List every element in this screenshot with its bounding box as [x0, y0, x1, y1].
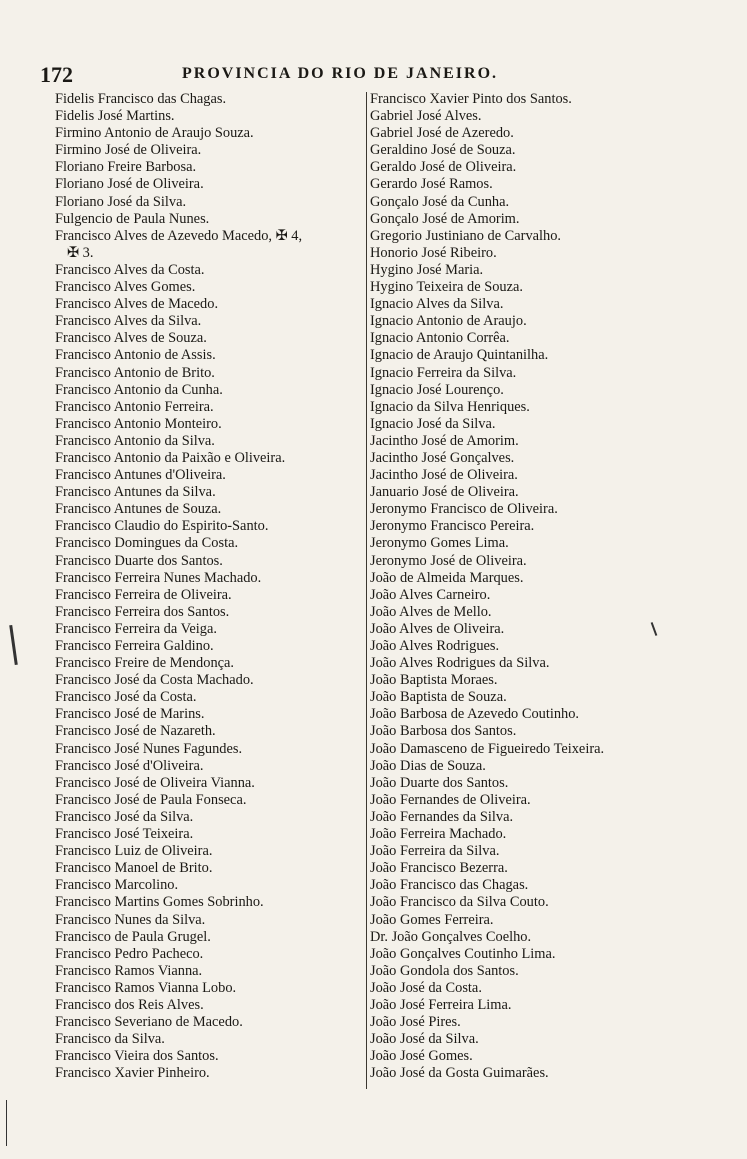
name-entry: Ignacio da Silva Henriques.: [370, 398, 530, 415]
name-entry: Francisco de Paula Grugel.: [55, 928, 211, 945]
name-entry: João José Gomes.: [370, 1048, 473, 1065]
name-entry: Francisco José de Nazareth.: [55, 723, 216, 740]
name-entry: João Francisco Bezerra.: [370, 860, 508, 877]
name-entry: João Gomes Ferreira.: [370, 911, 494, 928]
name-entry: Ignacio Antonio Corrêa.: [370, 330, 510, 347]
name-entry: Francisco Xavier Pinheiro.: [55, 1065, 210, 1082]
name-entry: João Francisco da Silva Couto.: [370, 894, 549, 911]
name-entry: Floriano José de Oliveira.: [55, 176, 204, 193]
name-entry: Francisco Xavier Pinto dos Santos.: [370, 91, 572, 107]
name-entry: João Alves de Mello.: [370, 603, 492, 620]
name-entry: Floriano José da Silva.: [55, 193, 187, 210]
name-entry: Francisco José de Oliveira Vianna.: [55, 774, 255, 791]
name-entry: Francisco José da Silva.: [55, 808, 194, 825]
name-entry: Francisco Domingues da Costa.: [55, 535, 239, 552]
name-entry: João Alves Carneiro.: [370, 586, 491, 603]
name-entry: Francisco Antonio de Assis.: [55, 347, 216, 364]
name-entry: João Barbosa de Azevedo Coutinho.: [370, 706, 580, 723]
column-divider: [366, 92, 367, 1089]
name-entry: Hygino José Maria.: [370, 261, 484, 278]
name-entry: Francisco José da Costa Machado.: [55, 672, 254, 689]
name-entry: João Barbosa dos Santos.: [370, 723, 517, 740]
name-entry: Francisco dos Reis Alves.: [55, 996, 204, 1013]
name-entry: Francisco José de Marins.: [55, 706, 205, 723]
name-entry: Gonçalo José de Amorim.: [370, 210, 520, 227]
name-entry: João Ferreira da Silva.: [370, 843, 500, 860]
name-entry: João José da Silva.: [370, 1031, 479, 1048]
name-entry: Francisco Freire de Mendonça.: [55, 655, 235, 672]
name-entry: Jacintho José de Oliveira.: [370, 467, 518, 484]
margin-ink-mark: [9, 625, 18, 665]
name-entry: Francisco Antonio Ferreira.: [55, 398, 214, 415]
name-entry: Francisco Martins Gomes Sobrinho.: [55, 894, 264, 911]
right-name-column: [370, 91, 670, 1082]
name-entry: Francisco Severiano de Macedo.: [55, 1014, 243, 1031]
name-entry: João Fernandes da Silva.: [370, 808, 514, 825]
name-entry: Francisco Alves de Souza.: [55, 330, 207, 347]
name-entry: Francisco Antunes de Souza.: [55, 501, 222, 518]
name-entry: Jacintho José Gonçalves.: [370, 449, 515, 466]
name-entry: Francisco Ferreira de Oliveira.: [55, 586, 232, 603]
left-name-column: [55, 91, 367, 1082]
name-entry: Francisco Ramos Vianna Lobo.: [55, 979, 237, 996]
name-entry: Francisco José Teixeira.: [55, 826, 194, 843]
name-entry: Fidelis Francisco das Chagas.: [55, 91, 227, 107]
name-entry: Francisco Ramos Vianna.: [55, 962, 203, 979]
name-entry: Gabriel José de Azeredo.: [370, 125, 514, 142]
name-entry: Francisco Nunes da Silva.: [55, 911, 206, 928]
name-entry: Francisco Alves da Silva.: [55, 313, 202, 330]
name-entry: Hygino Teixeira de Souza.: [370, 279, 523, 296]
name-entry: Jeronymo Gomes Lima.: [370, 535, 509, 552]
name-entry: ✠ 3.: [67, 244, 94, 261]
name-entry: João Gondola dos Santos.: [370, 962, 519, 979]
name-entry: Gabriel José Alves.: [370, 108, 482, 125]
name-entry: Francisco Alves Gomes.: [55, 279, 196, 296]
name-entry: João Baptista de Souza.: [370, 689, 507, 706]
name-entry: Ignacio de Araujo Quintanilha.: [370, 347, 549, 364]
name-entry: Francisco José da Costa.: [55, 689, 197, 706]
name-entry: Dr. João Gonçalves Coelho.: [370, 928, 532, 945]
name-entry: Francisco José Nunes Fagundes.: [55, 740, 243, 757]
name-entry: Jeronymo José de Oliveira.: [370, 552, 527, 569]
name-entry: Francisco Ferreira Galdino.: [55, 638, 214, 654]
name-entry: Francisco Alves de Macedo.: [55, 296, 219, 313]
name-entry: João Alves Rodrigues da Silva.: [370, 655, 550, 672]
name-entry: Jeronymo Francisco Pereira.: [370, 518, 535, 535]
name-entry: Francisco Pedro Pacheco.: [55, 945, 204, 962]
name-entry: Honorio José Ribeiro.: [370, 244, 497, 261]
name-entry: João José da Gosta Guimarães.: [370, 1065, 549, 1082]
name-entry: Gonçalo José da Cunha.: [370, 193, 510, 210]
name-entry: Francisco Marcolino.: [55, 877, 179, 894]
name-entry: João Alves de Oliveira.: [370, 620, 505, 637]
name-entry: Francisco da Silva.: [55, 1031, 165, 1048]
running-title: PROVINCIA DO RIO DE JANEIRO.: [182, 65, 499, 82]
name-entry: Francisco Ferreira Nunes Machado.: [55, 569, 262, 586]
name-entry: Francisco Alves da Costa.: [55, 261, 205, 278]
name-entry: Floriano Freire Barbosa.: [55, 159, 197, 176]
name-entry: Geraldo José de Oliveira.: [370, 159, 517, 176]
name-entry: João Alves Rodrigues.: [370, 638, 500, 654]
name-entry: Francisco Duarte dos Santos.: [55, 552, 223, 569]
name-entry: Ignacio Ferreira da Silva.: [370, 364, 517, 381]
name-entry: Francisco Ferreira dos Santos.: [55, 603, 230, 620]
name-entry: Francisco Antonio da Paixão e Oliveira.: [55, 449, 286, 466]
name-entry: Ignacio José Lourenço.: [370, 381, 504, 398]
name-entry: Francisco Antunes d'Oliveira.: [55, 467, 226, 484]
name-entry: Francisco José d'Oliveira.: [55, 757, 204, 774]
name-entry: João José Pires.: [370, 1014, 461, 1031]
name-entry: João José da Costa.: [370, 979, 482, 996]
name-entry: Jacintho José de Amorim.: [370, 432, 519, 449]
name-entry: Francisco Vieira dos Santos.: [55, 1048, 219, 1065]
name-entry: Ignacio Antonio de Araujo.: [370, 313, 527, 330]
name-entry: João de Almeida Marques.: [370, 569, 524, 586]
name-entry: Francisco Alves de Azevedo Macedo, ✠ 4,: [55, 227, 303, 244]
name-entry: João Fernandes de Oliveira.: [370, 791, 531, 808]
name-entry: João Dias de Souza.: [370, 757, 486, 774]
name-entry: Januario José de Oliveira.: [370, 484, 519, 501]
name-entry: João Francisco das Chagas.: [370, 877, 529, 894]
name-entry: Firmino Antonio de Araujo Souza.: [55, 125, 254, 142]
name-entry: Francisco Antonio de Brito.: [55, 364, 215, 381]
page-header: [40, 62, 560, 86]
name-entry: Fulgencio de Paula Nunes.: [55, 210, 210, 227]
name-entry: Francisco Antonio Monteiro.: [55, 415, 222, 432]
name-entry: Francisco Manoel de Brito.: [55, 860, 213, 877]
name-entry: João Ferreira Machado.: [370, 826, 507, 843]
name-entry: João Damasceno de Figueiredo Teixeira.: [370, 740, 605, 757]
name-entry: João Baptista Moraes.: [370, 672, 498, 689]
name-entry: Gerardo José Ramos.: [370, 176, 493, 193]
name-entry: Gregorio Justiniano de Carvalho.: [370, 227, 562, 244]
name-entry: Francisco Claudio do Espirito-Santo.: [55, 518, 269, 535]
name-entry: Jeronymo Francisco de Oliveira.: [370, 501, 558, 518]
name-entry: Firmino José de Oliveira.: [55, 142, 202, 159]
name-entry: Francisco Antonio da Cunha.: [55, 381, 223, 398]
name-entry: Francisco Luiz de Oliveira.: [55, 843, 213, 860]
name-entry: Ignacio Alves da Silva.: [370, 296, 504, 313]
name-entry: João Gonçalves Coutinho Lima.: [370, 945, 556, 962]
name-entry: Francisco Ferreira da Veiga.: [55, 620, 217, 637]
name-entry: Fidelis José Martins.: [55, 108, 175, 125]
name-entry: Francisco Antunes da Silva.: [55, 484, 216, 501]
name-entry: João José Ferreira Lima.: [370, 996, 512, 1013]
name-entry: Francisco José de Paula Fonseca.: [55, 791, 247, 808]
margin-ink-mark: [6, 1100, 7, 1146]
page-number: 172: [40, 62, 73, 87]
name-entry: João Duarte dos Santos.: [370, 774, 509, 791]
name-entry: Geraldino José de Souza.: [370, 142, 516, 159]
name-entry: Ignacio José da Silva.: [370, 415, 496, 432]
name-entry: Francisco Antonio da Silva.: [55, 432, 215, 449]
